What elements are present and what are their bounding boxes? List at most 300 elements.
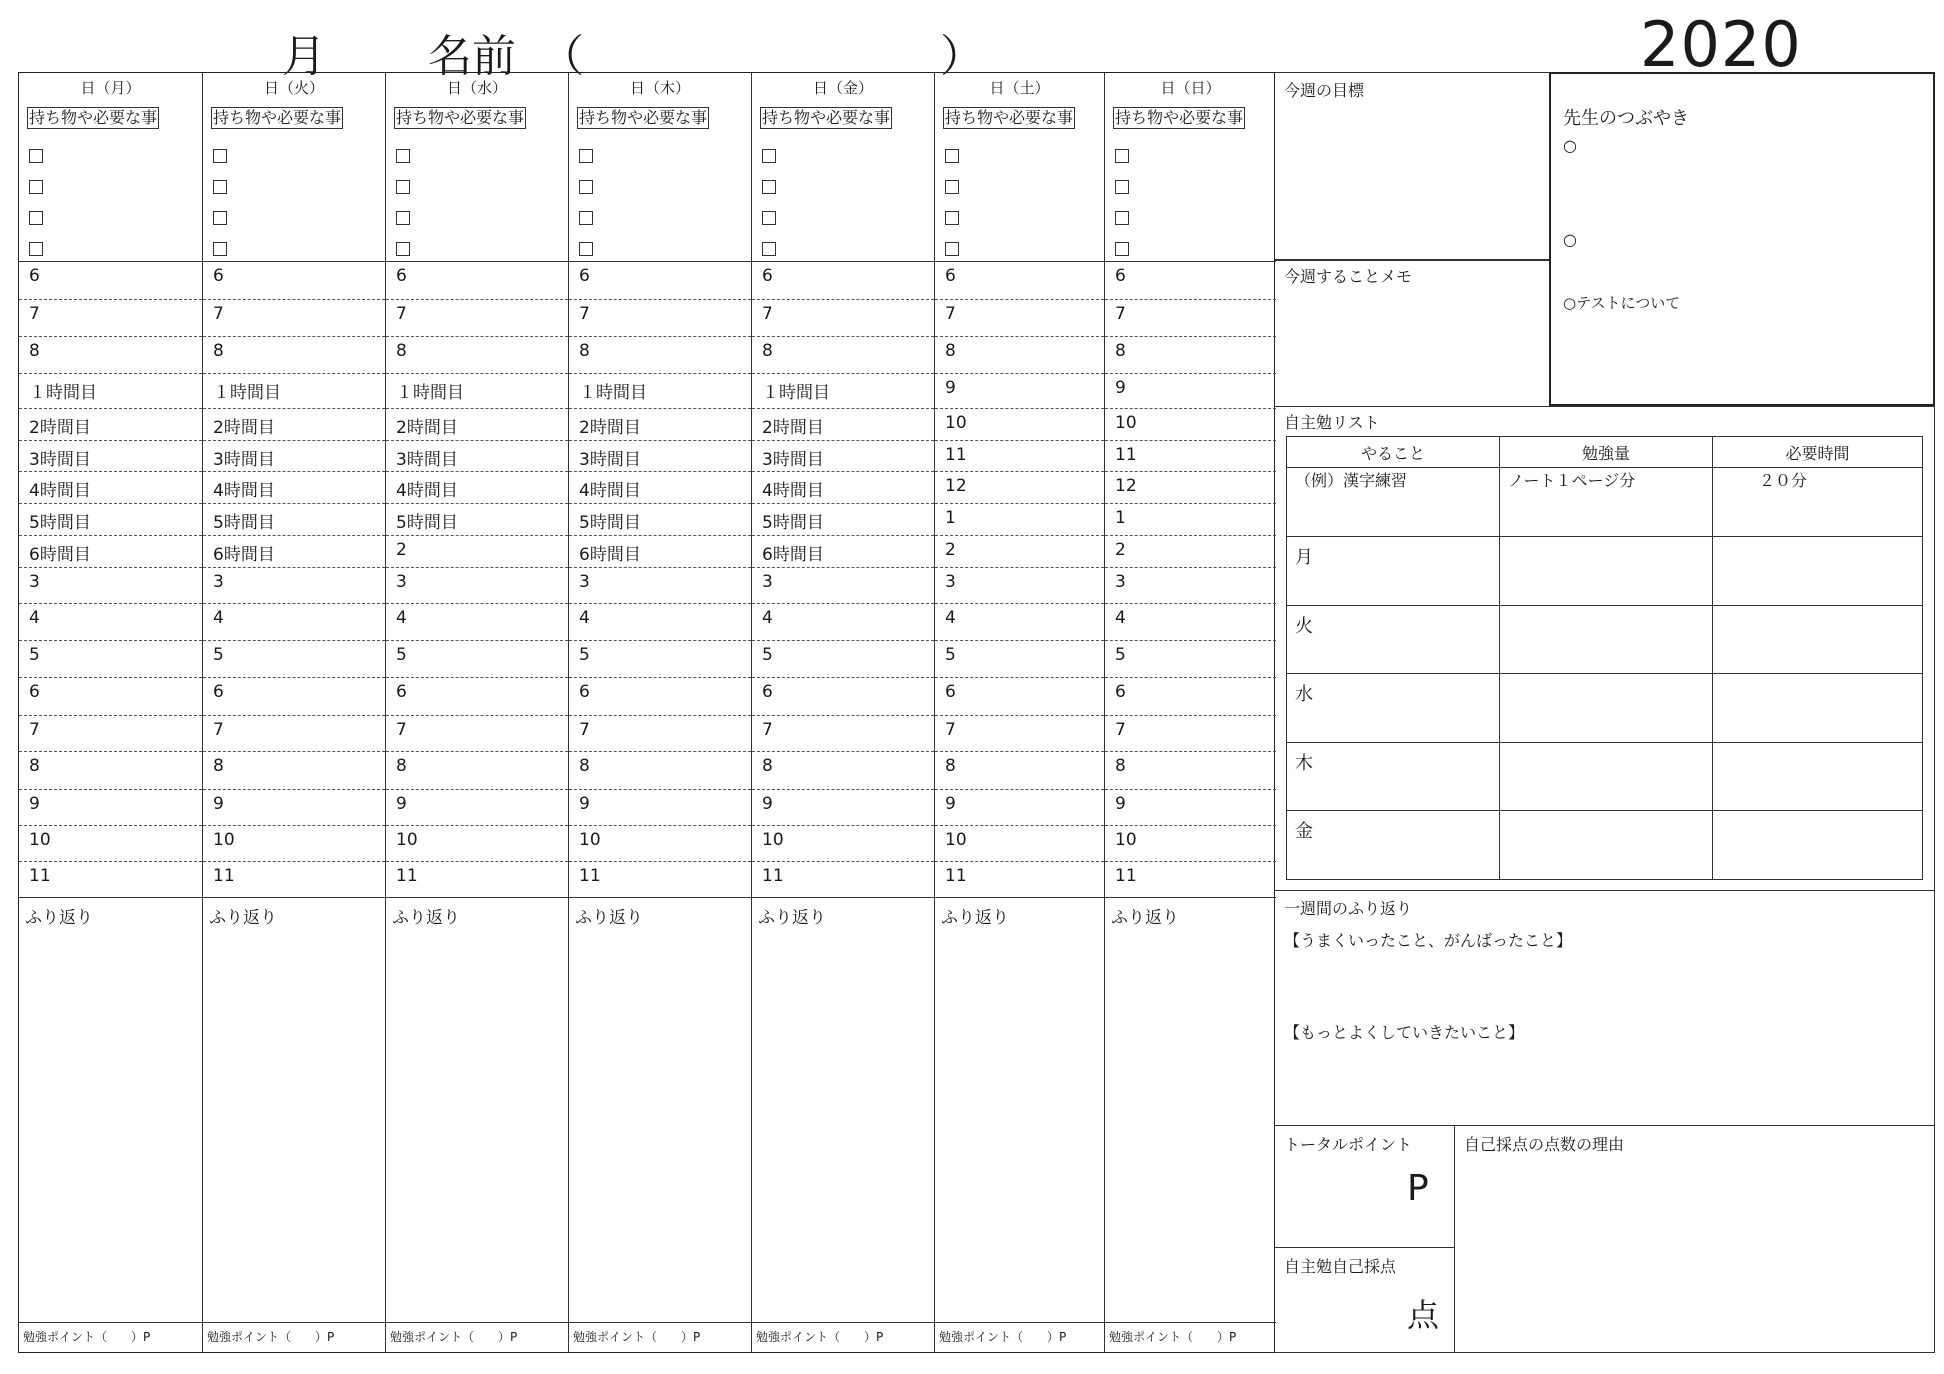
dotted-divider [752,373,934,374]
need-item-checkbox[interactable] [213,149,227,163]
time-slot-label: 4 [579,608,590,628]
dotted-divider [1105,715,1276,716]
time-slot-label: 3 [1115,572,1126,592]
time-slot-label: 11 [945,866,967,886]
time-slot-label: 8 [1115,756,1126,776]
self-score-reason-box[interactable] [1455,1126,1935,1353]
dotted-divider [569,715,751,716]
time-slot-label: 10 [945,413,967,433]
time-slot-label: 11 [579,866,601,886]
time-slot-label: 6時間目 [213,545,275,565]
dotted-divider [1105,440,1276,441]
time-slot-label: 2 [1115,540,1126,560]
study-list-header-amount: 勉強量 [1500,437,1713,468]
time-slot-label: 8 [579,756,590,776]
dotted-divider [386,603,568,604]
need-items-label: 持ち物や必要な事 [762,108,891,127]
dotted-divider [19,373,202,374]
day-reflection-area[interactable] [19,927,202,1307]
time-slot-label: 6時間目 [579,545,641,565]
time-slot-label: 8 [396,341,407,361]
dotted-divider [386,336,568,337]
time-slot-label: 5時間目 [396,513,458,533]
time-slot-label: 12 [1115,476,1137,496]
time-slot-label: 7 [762,304,773,324]
study-list-time-cell[interactable] [1713,742,1923,811]
time-slot-label: 6 [29,266,40,286]
week-reflection-title: 一週間のふり返り [1284,899,1413,918]
self-score-unit: 点 [1407,1296,1440,1334]
dotted-divider [569,789,751,790]
self-score-reason-label: 自己採点の点数の理由 [1464,1135,1625,1154]
dotted-divider [752,861,934,862]
study-list-example-row [1287,468,1923,537]
time-slot-label: 8 [579,341,590,361]
time-slot-label: 6 [579,682,590,702]
dotted-divider [1105,751,1276,752]
dotted-divider [935,677,1104,678]
day-reflection-area[interactable] [386,927,568,1307]
need-item-checkbox[interactable] [762,211,776,225]
dotted-divider [19,751,202,752]
dotted-divider [569,567,751,568]
dotted-divider [386,715,568,716]
study-points-label: 勉強ポイント（ ）P [573,1330,701,1344]
study-list-amount-cell[interactable] [1500,742,1713,811]
time-slot-label: 6 [1115,682,1126,702]
day-reflection-label: ふり返り [758,908,826,928]
dotted-divider [935,299,1104,300]
dotted-divider [1105,825,1276,826]
need-items-label: 持ち物や必要な事 [1115,108,1244,127]
dotted-divider [203,535,385,536]
time-slot-label: 7 [945,304,956,324]
time-slot-label: 4 [945,608,956,628]
dotted-divider [569,408,751,409]
dotted-divider [19,715,202,716]
dotted-divider [1105,603,1276,604]
dotted-divider [19,677,202,678]
need-items-label: 持ち物や必要な事 [579,108,708,127]
time-slot-label: 10 [579,830,601,850]
need-item-checkbox[interactable] [29,242,43,256]
dotted-divider [203,440,385,441]
time-slot-label: 5 [213,645,224,665]
dotted-divider [1105,861,1276,862]
dotted-divider [203,603,385,604]
time-slot-label: 6 [1115,266,1126,286]
time-slot-label: 11 [1115,866,1137,886]
dotted-divider [752,789,934,790]
time-slot-label: 2時間目 [396,418,458,438]
time-slot-label: 7 [945,720,956,740]
teacher-comment-title: 先生のつぶやき [1563,108,1689,129]
time-slot-label: 5時間目 [579,513,641,533]
study-list-time-cell[interactable] [1713,605,1923,674]
time-slot-label: 6 [29,682,40,702]
dotted-divider [935,640,1104,641]
total-points-label: トータルポイント [1284,1135,1413,1154]
dotted-divider [386,373,568,374]
dotted-divider [752,299,934,300]
day-reflection-area[interactable] [1105,927,1276,1307]
study-list-header-row [1287,437,1923,468]
dotted-divider [752,825,934,826]
dotted-divider [935,535,1104,536]
dotted-divider [1105,535,1276,536]
time-slot-label: 9 [29,794,40,814]
need-item-checkbox[interactable] [396,149,410,163]
study-list-header-time: 必要時間 [1713,437,1923,468]
need-item-checkbox[interactable] [396,242,410,256]
time-slot-label: 2時間目 [762,418,824,438]
need-item-checkbox[interactable] [579,180,593,194]
time-slot-label: 10 [945,830,967,850]
week-reflection-box[interactable] [1275,890,1935,1126]
time-slot-label: 10 [762,830,784,850]
day-reflection-area[interactable] [203,927,385,1307]
time-slot-label: 6 [945,266,956,286]
day-reflection-label: ふり返り [941,908,1009,928]
dotted-divider [19,471,202,472]
dotted-divider [19,640,202,641]
need-item-checkbox[interactable] [1115,242,1129,256]
time-slot-label: １時間目 [396,383,464,403]
went-well-label: 【うまくいったこと、がんばったこと】 [1284,931,1573,950]
dotted-divider [569,535,751,536]
divider [1105,897,1276,898]
time-slot-label: 11 [29,866,51,886]
dotted-divider [1105,373,1276,374]
time-slot-label: 9 [762,794,773,814]
time-slot-label: 10 [396,830,418,850]
study-list-row-thu[interactable] [1287,742,1923,811]
total-points-unit: P [1407,1168,1429,1209]
dotted-divider [203,408,385,409]
time-slot-label: 10 [29,830,51,850]
time-slot-label: 6 [213,682,224,702]
study-list-day: 水 [1287,674,1500,743]
dotted-divider [569,336,751,337]
time-slot-label: 10 [213,830,235,850]
need-item-checkbox[interactable] [213,242,227,256]
dotted-divider [386,503,568,504]
time-slot-label: 6時間目 [762,545,824,565]
time-slot-label: 8 [1115,341,1126,361]
study-list-time-cell[interactable] [1713,674,1923,743]
study-list-row-fri[interactable] [1287,811,1923,880]
divider [386,261,568,262]
dotted-divider [203,789,385,790]
time-slot-label: 7 [213,720,224,740]
study-list-time-cell[interactable] [1713,811,1923,880]
divider [386,1322,568,1323]
dotted-divider [386,640,568,641]
dotted-divider [752,715,934,716]
need-item-checkbox[interactable] [1115,180,1129,194]
day-reflection-area[interactable] [752,927,934,1307]
study-list-amount-cell[interactable] [1500,811,1713,880]
need-item-checkbox[interactable] [29,211,43,225]
time-slot-label: 10 [1115,413,1137,433]
need-item-checkbox[interactable] [945,180,959,194]
divider [935,1322,1104,1323]
divider [935,897,1104,898]
time-slot-label: 4時間目 [579,481,641,501]
time-slot-label: 2 [945,540,956,560]
study-list-example-time: ２０分 [1713,468,1923,537]
divider [569,897,751,898]
dotted-divider [752,535,934,536]
name-field[interactable] [590,26,930,70]
need-item-checkbox[interactable] [1115,211,1129,225]
need-item-checkbox[interactable] [579,242,593,256]
study-list-table [1286,436,1923,880]
divider [569,261,751,262]
dotted-divider [752,440,934,441]
time-slot-label: 7 [762,720,773,740]
dotted-divider [569,503,751,504]
time-slot-label: 9 [213,794,224,814]
time-slot-label: 3 [579,572,590,592]
study-list-amount-cell[interactable] [1500,605,1713,674]
day-column [934,73,1104,1352]
time-slot-label: １時間目 [29,383,97,403]
time-slot-label: 8 [213,756,224,776]
dotted-divider [203,471,385,472]
time-slot-label: 3 [945,572,956,592]
time-slot-label: 3時間目 [762,450,824,470]
study-list-row-mon[interactable] [1287,536,1923,605]
day-reflection-area[interactable] [935,927,1104,1307]
dotted-divider [203,715,385,716]
dotted-divider [935,861,1104,862]
dotted-divider [935,471,1104,472]
study-list-header-task: やること [1287,437,1500,468]
time-slot-label: 7 [1115,304,1126,324]
day-header: 日（火） [263,79,324,97]
time-slot-label: 4 [396,608,407,628]
time-slot-label: 7 [396,720,407,740]
dotted-divider [1105,640,1276,641]
dotted-divider [752,677,934,678]
time-slot-label: 7 [579,304,590,324]
need-item-checkbox[interactable] [396,211,410,225]
time-slot-label: 2 [396,540,407,560]
need-item-checkbox[interactable] [762,180,776,194]
time-slot-label: 2時間目 [213,418,275,438]
time-slot-label: 11 [396,866,418,886]
need-item-checkbox[interactable] [762,149,776,163]
divider [935,261,1104,262]
time-slot-label: 7 [29,304,40,324]
time-slot-label: 4 [213,608,224,628]
dotted-divider [935,503,1104,504]
divider [1105,1322,1276,1323]
time-slot-label: 11 [213,866,235,886]
need-item-checkbox[interactable] [213,211,227,225]
need-item-checkbox[interactable] [579,211,593,225]
divider [19,1322,202,1323]
study-list-example-amount: ノート１ページ分 [1500,468,1713,537]
need-item-checkbox[interactable] [29,180,43,194]
dotted-divider [569,471,751,472]
to-improve-label: 【もっとよくしていきたいこと】 [1284,1023,1525,1042]
weekly-planner-grid [18,72,1275,1353]
dotted-divider [203,861,385,862]
time-slot-label: 9 [1115,378,1126,398]
study-list-day: 木 [1287,742,1500,811]
time-slot-label: 2時間目 [29,418,91,438]
time-slot-label: 4 [762,608,773,628]
time-slot-label: 1 [1115,508,1126,528]
teacher-item-2: ○ [1563,230,1577,249]
study-points-label: 勉強ポイント（ ）P [756,1330,884,1344]
dotted-divider [752,471,934,472]
need-item-checkbox[interactable] [579,149,593,163]
day-reflection-label: ふり返り [1111,908,1179,928]
dotted-divider [203,640,385,641]
divider [203,897,385,898]
dotted-divider [752,408,934,409]
dotted-divider [935,751,1104,752]
time-slot-label: 8 [29,756,40,776]
dotted-divider [1105,567,1276,568]
dotted-divider [1105,408,1276,409]
need-items-label: 持ち物や必要な事 [29,108,158,127]
dotted-divider [203,567,385,568]
time-slot-label: 3時間目 [29,450,91,470]
dotted-divider [1105,471,1276,472]
weekly-goal-label: 今週の目標 [1284,81,1365,100]
study-list-row-tue[interactable] [1287,605,1923,674]
study-points-label: 勉強ポイント（ ）P [23,1330,151,1344]
time-slot-label: 8 [762,756,773,776]
time-slot-label: 3時間目 [579,450,641,470]
dotted-divider [203,677,385,678]
need-item-checkbox[interactable] [213,180,227,194]
time-slot-label: 8 [396,756,407,776]
need-items-label: 持ち物や必要な事 [213,108,342,127]
time-slot-label: 9 [945,378,956,398]
dotted-divider [752,603,934,604]
time-slot-label: 8 [29,341,40,361]
time-slot-label: 5 [1115,645,1126,665]
time-slot-label: 11 [762,866,784,886]
study-list-row-wed[interactable] [1287,674,1923,743]
time-slot-label: 3 [213,572,224,592]
time-slot-label: 5時間目 [29,513,91,533]
study-list-day: 金 [1287,811,1500,880]
dotted-divider [935,440,1104,441]
need-item-checkbox[interactable] [29,149,43,163]
dotted-divider [386,535,568,536]
need-item-checkbox[interactable] [1115,149,1129,163]
study-list-amount-cell[interactable] [1500,674,1713,743]
time-slot-label: １時間目 [579,383,647,403]
time-slot-label: 4 [29,608,40,628]
dotted-divider [19,861,202,862]
time-slot-label: 5 [762,645,773,665]
need-item-checkbox[interactable] [945,242,959,256]
name-paren-open: （ [540,31,584,82]
dotted-divider [19,567,202,568]
time-slot-label: 4時間目 [396,481,458,501]
name-paren-close: ） [940,31,984,82]
teacher-item-test: ○テストについて [1563,294,1681,312]
dotted-divider [935,603,1104,604]
time-slot-label: 9 [1115,794,1126,814]
time-slot-label: 7 [396,304,407,324]
need-items-label: 持ち物や必要な事 [396,108,525,127]
dotted-divider [203,503,385,504]
month-label: 月 [282,31,326,82]
dotted-divider [19,825,202,826]
day-reflection-label: ふり返り [392,908,460,928]
dotted-divider [752,503,934,504]
time-slot-label: 4時間目 [762,481,824,501]
day-reflection-label: ふり返り [575,908,643,928]
study-points-label: 勉強ポイント（ ）P [1109,1330,1237,1344]
self-score-label: 自主勉自己採点 [1284,1257,1397,1276]
dotted-divider [569,861,751,862]
day-header: 日（木） [629,79,690,97]
need-item-checkbox[interactable] [762,242,776,256]
dotted-divider [19,408,202,409]
divider [386,897,568,898]
dotted-divider [1105,677,1276,678]
time-slot-label: 1 [945,508,956,528]
dotted-divider [203,336,385,337]
day-column [568,73,751,1352]
dotted-divider [569,299,751,300]
time-slot-label: 9 [579,794,590,814]
study-list-time-cell[interactable] [1713,536,1923,605]
dotted-divider [386,751,568,752]
need-item-checkbox[interactable] [396,180,410,194]
day-column [19,73,202,1352]
time-slot-label: 5 [29,645,40,665]
study-points-label: 勉強ポイント（ ）P [390,1330,518,1344]
time-slot-label: 6時間目 [29,545,91,565]
study-list-amount-cell[interactable] [1500,536,1713,605]
time-slot-label: 6 [762,682,773,702]
need-item-checkbox[interactable] [945,211,959,225]
dotted-divider [752,640,934,641]
year-label: 2020 [1640,8,1802,81]
dotted-divider [1105,789,1276,790]
time-slot-label: 11 [1115,445,1137,465]
time-slot-label: 8 [213,341,224,361]
need-item-checkbox[interactable] [945,149,959,163]
time-slot-label: 6 [945,682,956,702]
dotted-divider [569,373,751,374]
day-reflection-area[interactable] [569,927,751,1307]
time-slot-label: 5 [945,645,956,665]
day-header: 日（日） [1160,79,1221,97]
time-slot-label: 3 [29,572,40,592]
dotted-divider [569,640,751,641]
time-slot-label: 8 [762,341,773,361]
study-points-label: 勉強ポイント（ ）P [207,1330,335,1344]
day-column [385,73,568,1352]
time-slot-label: 5時間目 [762,513,824,533]
dotted-divider [752,751,934,752]
dotted-divider [19,299,202,300]
dotted-divider [935,567,1104,568]
dotted-divider [569,825,751,826]
dotted-divider [935,336,1104,337]
